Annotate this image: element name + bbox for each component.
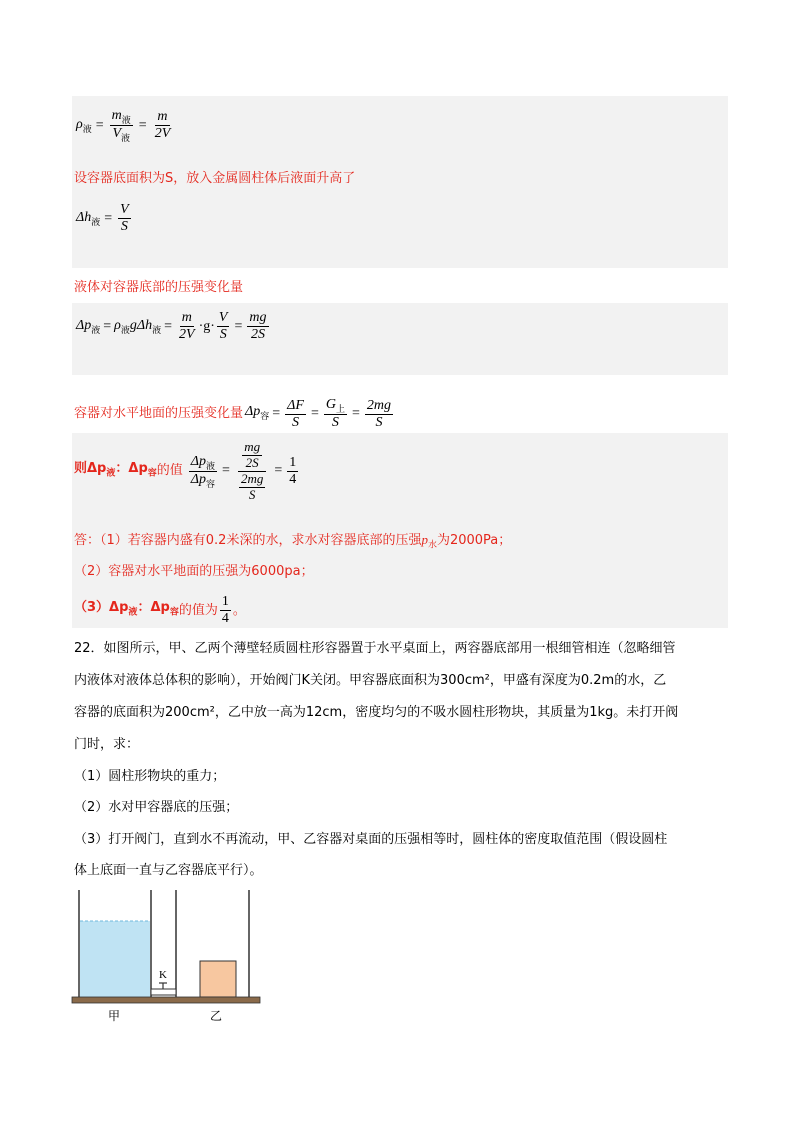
- question-item-2: （2）水对甲容器底的压强；: [74, 800, 239, 815]
- label-jia: 甲: [108, 1009, 121, 1023]
- answer-2: （2）容器对水平地面的压强为6000pa；: [74, 564, 314, 579]
- rho-equation: $\rho_液$ = $\frac{m_液}{V_液}$ = $\frac{m}{2V}$: [76, 108, 171, 143]
- answer-1: 答：（1）若容器内盛有0.2米深的水，求水对容器底部的压强$p_水$为2000Pa；: [74, 532, 512, 551]
- question-item-1: （1）圆柱形物块的重力；: [74, 769, 226, 784]
- line-container-pressure: 容器对水平地面的压强变化量 $\Delta p_容$ = $\frac{\Delta F}{S}$ = $\frac{G_上}{S}$ = $\frac{2mg}{S}$: [74, 397, 392, 431]
- question-line-3: 容器的底面积为200cm²，乙中放一高为12cm，密度均匀的不吸水圆柱形物块，其质量为1kg。未打开阀: [74, 705, 679, 720]
- table: [72, 997, 260, 1003]
- valve-label: K: [159, 969, 167, 981]
- question-line-2: 内液体对液体总体积的影响），开始阀门K关闭。甲容器底面积为300cm²，甲盛有深度为0.2m的水，乙: [74, 673, 667, 688]
- ratio-line: 则$\Delta p_液$：$\Delta p_容$ 的值 $\frac{\Delta p_液}{\Delta p_容}$ = $\frac{\frac{mg}{2S}}{\frac{2mg}{S}}$ = $\frac{1}{4}$: [74, 439, 297, 502]
- question-item-3a: （3）打开阀门，直到水不再流动，甲、乙容器对桌面的压强相等时，圆柱体的密度取值范围（假设圆柱: [74, 832, 668, 847]
- line-liquid-pressure: 液体对容器底部的压强变化量: [74, 280, 244, 295]
- water: [80, 921, 150, 997]
- answer-3: $(3)\Delta p_液$：$\Delta p_容$ 的值为 $\frac{1}{4}$ 。: [74, 594, 246, 627]
- cylinder-block: [200, 961, 236, 997]
- question-line-4: 门时，求：: [74, 737, 140, 752]
- line-area: 设容器底面积为S，放入金属圆柱体后液面升高了: [74, 171, 356, 186]
- dh-equation: $\Delta h_液$ = $\frac{V}{S}$: [76, 202, 129, 235]
- containers-figure: [70, 885, 265, 1025]
- label-yi: 乙: [210, 1009, 223, 1023]
- question-item-3b: 体上底面一直与乙容器底平行）。: [74, 863, 263, 878]
- question-line-1: 22．如图所示，甲、乙两个薄壁轻质圆柱形容器置于水平桌面上，两容器底部用一根细管相连（忽略细管: [74, 641, 676, 656]
- dp-liquid-equation: $\Delta p_液$ = $\rho_液$ gΔh$_液$ = $\frac{m}{2V}$ ·g· $\frac{V}{S}$ = $\frac{mg}{2S}$: [76, 310, 267, 343]
